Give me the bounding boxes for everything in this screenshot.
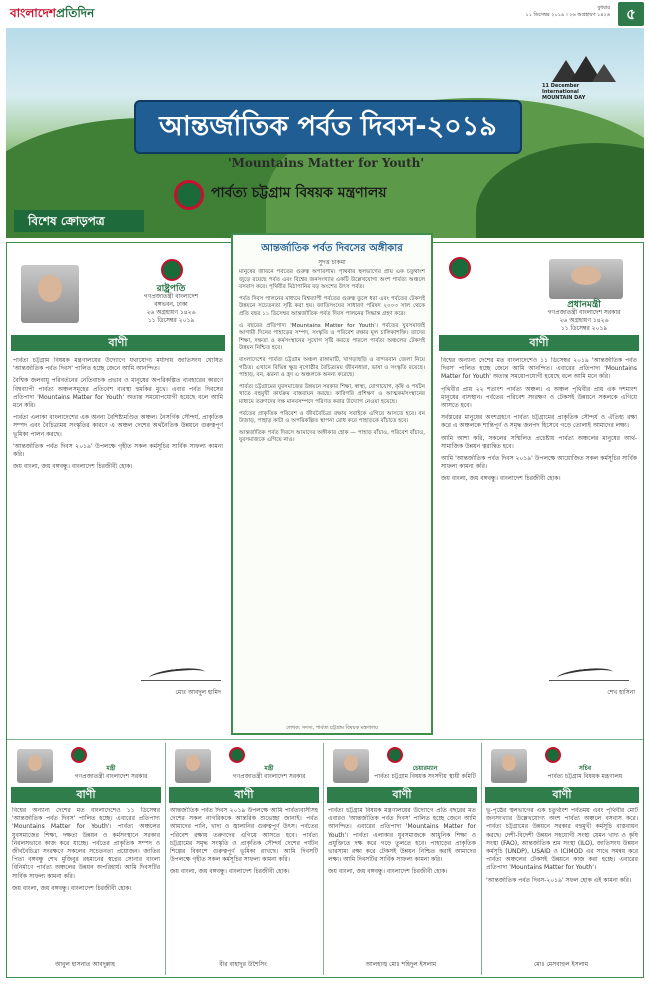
- emblem-icon: [161, 259, 183, 281]
- pm-role: প্রধানমন্ত্রী: [567, 300, 601, 310]
- pledge-footer: লেখক: সদস্য, পার্বত্য চট্টগ্রাম বিষয়ক মন্ত্রণালয়: [286, 725, 378, 731]
- dateline-day: বুধবার: [597, 5, 610, 11]
- minister-info: [219, 765, 319, 781]
- paragraph: মানুষের জীবনে পর্বতের গুরুত্ব অপরিসীম। পৃথিবীর স্থলভাগের প্রায় এক চতুর্থাংশ জুড়ে রয়েছে পর্বত এবং বিশ্বের জনসংখ্যার একটি উল্লেখযোগ্য অংশ পার্বত্য অঞ্চলে বসবাস করে। পৃথিবীর মিঠাপানির বড় অংশের উৎস পর্বত।: [239, 269, 425, 291]
- pm-org: গণপ্রজাতন্ত্রী বাংলাদেশ সরকার: [547, 309, 621, 316]
- imd-text: [542, 83, 632, 101]
- president-org: গণপ্রজাতন্ত্রী বাংলাদেশ: [143, 293, 199, 300]
- content-frame: [6, 242, 644, 978]
- pm-message-body: [441, 357, 637, 657]
- paragraph: বিশ্বের অন্যান্য দেশের মত বাংলাদেশেও ১১ ডিসেম্বর 'আন্তর্জাতিক পর্বত দিবস' পালিত হচ্ছে। এবারের প্রতিপাদ্য 'Mountains Matter for Youth'। পার্বত্য অঞ্চলের যুবসমাজের শিক্ষা, দক্ষতা উন্নয়ন ও কর্মসংস্থানে সরকার নিরলসভাবে কাজ করে যাচ্ছে। পর্বতের প্রাকৃতিক সম্পদ ও জীববৈচিত্র্য সংরক্ষণে সকলের সচেতনতা প্রয়োজন। জাতির পিতা বঙ্গবন্ধু শেখ মুজিবুর রহমানের স্বপ্নের সোনার বাংলা বিনির্মাণে পার্বত্য অঞ্চলের উন্নয়ন অপরিহার্য। আমি দিবসটির সার্বিক সাফল্য কামনা করি।: [12, 807, 160, 880]
- chairman-message-body: [328, 807, 476, 931]
- president-date-en: ১১ ডিসেম্বর ২০১৯: [147, 317, 195, 324]
- message-heading: বাণী: [11, 335, 225, 351]
- minister-role: মন্ত্রী: [106, 765, 116, 772]
- president-portrait: [21, 265, 79, 323]
- imd-line2: MOUNTAIN DAY: [542, 95, 586, 101]
- paragraph: বিশ্বের অন্যান্য দেশের মত বাংলাদেশেও ১১ ডিসেম্বর ২০১৯ 'আন্তর্জাতিক পর্বত দিবস' পালিত হচ্ছে জেনে আমি আনন্দিত। এবারের প্রতিপাদ্য 'Mountains Matter for Youth' অত্যন্ত সময়োপযোগী হয়েছে বলে আমি মনে করি।: [441, 357, 637, 381]
- pledge-body: [239, 269, 425, 723]
- emblem-icon: [449, 257, 471, 279]
- message-heading: বাণী: [11, 787, 161, 803]
- emblem-icon: [387, 747, 403, 763]
- paragraph: পৃথিবীর প্রায় ২২ শতাংশ পার্বত্য অঞ্চল। এ অঞ্চল পৃথিবীর প্রায় এক দশমাংশ মানুষের বাসস্থান। পর্বতের পরিবেশ সংরক্ষণ ও টেকসই উন্নয়নে সকলকে এগিয়ে আসতে হবে।: [441, 385, 637, 410]
- slogan: 'Mountains Matter for Youth': [227, 156, 425, 170]
- president-message-body: [13, 357, 223, 657]
- minister-message-1: [11, 745, 161, 973]
- pm-date-en: ১১ ডিসেম্বর ২০১৯: [560, 325, 608, 332]
- secretary-role: সচিব: [578, 765, 592, 772]
- paragraph: জয় বাংলা, জয় বঙ্গবন্ধু। বাংলাদেশ চিরজীবী হোক।: [13, 463, 133, 471]
- secretary-message: [485, 745, 639, 973]
- chairman-role: চেয়ারম্যান: [412, 765, 438, 772]
- minister-name: আবুল হাসনাত আবদুল্লাহ: [55, 961, 115, 968]
- signature-mark: [549, 667, 629, 681]
- dateline-date: ১১ ডিসেম্বর ২০১৯ । ২৬ অগ্রহায়ণ ১৪২৬: [525, 12, 610, 18]
- message-heading: বাণী: [439, 335, 639, 351]
- paragraph: পার্বত্য চট্টগ্রাম বিষয়ক মন্ত্রণালয়ের উদ্যোগে প্রতি বছরের মত এবারও 'আন্তর্জাতিক পর্বত দিবস' পালিত হচ্ছে জেনে আমি আনন্দিত। এবারের প্রতিপাদ্য 'Mountains Matter for Youth'। পার্বত্য এলাকার যুবসমাজকে আধুনিক শিক্ষা ও প্রযুক্তিতে দক্ষ করে গড়ে তুলতে হবে। পাহাড়ের প্রাকৃতিক ভারসাম্য রক্ষা করে টেকসই উন্নয়ন নিশ্চিত করাই আমাদের লক্ষ্য। আমি দিবসটির সার্বিক সাফল্য কামনা করি।: [328, 807, 476, 864]
- masthead: [0, 0, 650, 30]
- imd-line1: International: [542, 89, 579, 95]
- president-message: [11, 247, 225, 717]
- title-box: [134, 100, 522, 154]
- column-divider: [481, 743, 482, 975]
- minister-message-2: [169, 745, 319, 973]
- message-heading: বাণী: [169, 787, 319, 803]
- ministry-name: পার্বত্য চট্টগ্রাম বিষয়ক মন্ত্রণালয়: [211, 185, 387, 201]
- chairman-portrait: [333, 749, 369, 783]
- chairman-name: আলহাজ্ব মোঃ শহিদুল ইসলাম: [365, 961, 437, 968]
- president-info: [121, 285, 221, 325]
- chairman-message: [327, 745, 477, 973]
- minister-name: বীর বাহাদুর উশৈসিং: [219, 961, 267, 968]
- chairman-org: পার্বত্য চট্টগ্রাম বিষয়ক সংসদীয় স্থায়ী কমিটি: [374, 773, 476, 780]
- newspaper-brand: [10, 5, 94, 25]
- pm-info: [529, 301, 639, 333]
- paragraph: জয় বাংলা, জয় বঙ্গবন্ধু। বাংলাদেশ চিরজীবী হোক।: [328, 868, 448, 876]
- pm-message: [439, 247, 639, 717]
- paragraph: 'আন্তর্জাতিক পর্বত দিবস-২০১৯' সফল হোক এই কামনা করি।: [486, 876, 632, 884]
- pledge-title: আন্তর্জাতিক পর্বত দিবসের অঙ্গীকার: [261, 243, 403, 254]
- president-date-bn: ২৬ অগ্রহায়ণ ১৪২৬: [146, 309, 196, 316]
- minister-message-body: [12, 807, 160, 931]
- minister-role: মন্ত্রী: [264, 765, 274, 772]
- mountain-icon: [592, 64, 616, 82]
- pledge-author: সুদত্ত চাকমা: [318, 259, 346, 266]
- section-divider: [7, 739, 643, 740]
- president-role: রাষ্ট্রপতি: [156, 284, 186, 294]
- brand-part-a: বাংলাদেশ: [10, 6, 56, 20]
- minister-org: গণপ্রজাতন্ত্রী বাংলাদেশ সরকার: [74, 773, 148, 780]
- paragraph: আন্তর্জাতিক পর্বত দিবস ২০১৯ উপলক্ষে আমি পার্বত্যবাসীসহ দেশের সকল নাগরিককে আন্তরিক শুভেচ্ছা জানাই। পর্বত আমাদের পানি, খাদ্য ও জ্বালানির গুরুত্বপূর্ণ উৎস। পর্বতের পরিবেশ রক্ষায় তরুণদের এগিয়ে আসতে হবে। পার্বত্য চট্টগ্রামের সমৃদ্ধ সংস্কৃতি ও প্রাকৃতিক সৌন্দর্য দেশের পর্যটন শিল্পের বিকাশে গুরুত্বপূর্ণ ভূমিকা রাখছে। আমি দিবসটি উপলক্ষে গৃহীত সকল কর্মসূচির সাফল্য কামনা করি।: [170, 807, 318, 864]
- paragraph: পর্বত দিবস পালনের মাধ্যমে বিশ্বব্যাপী পর্বতের গুরুত্ব তুলে ধরা এবং পর্বতের টেকসই উন্নয়নে সচেতনতা সৃষ্টি করা হয়। জাতিসংঘের সাধারণ পরিষদ ২০০৩ সাল থেকে প্রতি বছর ১১ ডিসেম্বর আন্তর্জাতিক পর্বত দিবস পালনের সিদ্ধান্ত গ্রহণ করে।: [239, 295, 425, 317]
- paragraph: আন্তর্জাতিক পর্বত দিবসে আমাদের অঙ্গীকার হোক — পাহাড় বাঁচাও, পরিবেশ বাঁচাও, যুবসমাজকে এগিয়ে নাও।: [239, 429, 425, 444]
- paragraph: পার্বত্য চট্টগ্রাম বিষয়ক মন্ত্রণালয়ের উদ্যোগে যথাযোগ্য মর্যাদায় জাতিসংঘ ঘোষিত 'আন্তর্জাতিক পর্বত দিবস' পালিত হচ্ছে জেনে আমি আনন্দিত।: [13, 357, 223, 373]
- paragraph: সর্বস্তরের মানুষের অংশগ্রহণে পার্বত্য চট্টগ্রামের প্রাকৃতিক সৌন্দর্য ও ঐতিহ্য রক্ষা করে এ অঞ্চলকে শান্তিপূর্ণ ও সমৃদ্ধ জনপদ হিসেবে গড়ে তোলাই আমাদের লক্ষ্য।: [441, 414, 637, 430]
- pm-portrait: [549, 259, 623, 299]
- special-supplement-label: বিশেষ ক্রোড়পত্র: [14, 210, 144, 232]
- signature-mark: [141, 667, 221, 681]
- paragraph: বৈশ্বিক জলবায়ু পরিবর্তনের নেতিবাচক প্রভাব ও মানুষের অপরিকল্পিত ব্যবহারের কারণে বিশ্বব্যাপী পার্বত্য অঞ্চলসমূহের প্রতিবেশ ব্যবস্থা হুমকির মুখে। এবার পর্বত দিবসের প্রতিপাদ্য 'Mountains Matter for Youth' অত্যন্ত সময়োপযোগী হয়েছে বলে আমি মনে করি।: [13, 377, 223, 410]
- secretary-info: [533, 765, 637, 781]
- paragraph: বাংলাদেশের পার্বত্য চট্টগ্রাম অঞ্চল রাঙ্গামাটি, খাগড়াছড়ি ও বান্দরবান জেলা নিয়ে গঠিত। এখানে বিভিন্ন ক্ষুদ্র নৃগোষ্ঠীর বৈচিত্র্যময় জীবনধারা, ভাষা ও সংস্কৃতি রয়েছে। পাহাড়, বন, ঝরনা ও হ্রদ এ অঞ্চলকে অনন্য করেছে।: [239, 356, 425, 379]
- paragraph: এ বছরের প্রতিপাদ্য 'Mountains Matter for Youth'। পর্বতের যুবসমাজই আগামী দিনের পাহাড়ের সম্পদ, সংস্কৃতি ও পরিবেশ রক্ষার মূল চালিকাশক্তি। তাদের শিক্ষা, দক্ষতা ও কর্মসংস্থানের সুযোগ সৃষ্টি করতে পারলে পার্বত্য অঞ্চলের টেকসই উন্নয়ন নিশ্চিত হবে।: [239, 322, 425, 352]
- minister-message-body: [170, 807, 318, 931]
- emblem-icon: [545, 747, 561, 763]
- paragraph: জয় বাংলা, জয় বঙ্গবন্ধু। বাংলাদেশ চিরজীবী হোক।: [441, 475, 561, 483]
- paragraph: পার্বত্য এলাকা বাংলাদেশের এক অনন্য বৈশিষ্ট্যমণ্ডিত অঞ্চল। নৈসর্গিক সৌন্দর্য, প্রাকৃতিক সম্পদ এবং বৈচিত্র্যময় সংস্কৃতির কারণে এ অঞ্চল দেশের অর্থনৈতিক উন্নয়নে গুরুত্বপূর্ণ ভূমিকা পালন করছে।: [13, 414, 223, 438]
- international-mountain-day-logo: [542, 56, 632, 106]
- minister-portrait: [17, 749, 53, 783]
- pm-name: শেখ হাসিনা: [607, 689, 635, 696]
- paragraph: জয় বাংলা, জয় বঙ্গবন্ধু। বাংলাদেশ চিরজীবী হোক।: [170, 868, 290, 876]
- emblem-icon: [229, 747, 245, 763]
- message-heading: বাণী: [485, 787, 639, 803]
- paragraph: পার্বত্য চট্টগ্রামের যুবসমাজের উন্নয়নে সরকার শিক্ষা, স্বাস্থ্য, যোগাযোগ, কৃষি ও পর্যটন খাতে বহুমুখী কার্যক্রম বাস্তবায়ন করছে। কারিগরি প্রশিক্ষণ ও আত্মকর্মসংস্থানের মাধ্যমে তরুণদের দক্ষ মানবসম্পদে পরিণত করার উদ্যোগ নেওয়া হয়েছে।: [239, 383, 425, 405]
- imd-date: 11 December: [542, 83, 580, 89]
- minister-portrait: [175, 749, 211, 783]
- minister-org: গণপ্রজাতন্ত্রী বাংলাদেশ সরকার: [232, 773, 306, 780]
- pledge-article: [231, 233, 433, 735]
- column-divider: [323, 743, 324, 975]
- message-heading: বাণী: [327, 787, 477, 803]
- paragraph: 'আন্তর্জাতিক পর্বত দিবস ২০১৯' উপলক্ষে গৃহীত সকল কর্মসূচির সার্বিক সাফল্য কামনা করি।: [13, 442, 223, 459]
- paragraph: ভূ-পৃষ্ঠের স্থলভাগের এক চতুর্থাংশ পর্বতময় এবং পৃথিবীর মোট জনসংখ্যার উল্লেখযোগ্য অংশ পার্বত্য অঞ্চলে বসবাস করে। পার্বত্য চট্টগ্রামের উন্নয়নে সরকার বহুমুখী কর্মসূচি বাস্তবায়ন করছে। দেশী-বিদেশী উন্নয়ন সহযোগী সংস্থা যেমন খাদ্য ও কৃষি সংস্থা (FAO), আন্তর্জাতিক শ্রম সংস্থা (ILO), জাতিসংঘ উন্নয়ন কর্মসূচি (UNDP), USAID ও ICIMOD এর সাথে সমন্বয় করে পার্বত্য অঞ্চলের টেকসই উন্নয়নে কাজ করা হচ্ছে। এবারের প্রতিপাদ্য 'Mountains Matter for Youth'।: [486, 807, 638, 872]
- secretary-name: মোঃ মেসবাহুল ইসলাম: [533, 961, 589, 968]
- secretary-org: পার্বত্য চট্টগ্রাম বিষয়ক মন্ত্রণালয়: [547, 773, 623, 780]
- brand-part-b: প্রতিদিন: [55, 6, 95, 20]
- banner: [6, 28, 644, 238]
- government-emblem-icon: [174, 180, 204, 210]
- emblem-icon: [71, 747, 87, 763]
- page-number: ৫: [618, 2, 644, 26]
- dateline: [430, 5, 610, 19]
- president-place: বঙ্গভবন, ঢাকা: [154, 301, 188, 308]
- paragraph: জয় বাংলা, জয় বঙ্গবন্ধু। বাংলাদেশ চিরজীবী হোক।: [12, 884, 132, 892]
- column-divider: [165, 743, 166, 975]
- secretary-portrait: [491, 749, 527, 783]
- paragraph: আমি 'আন্তর্জাতিক পর্বত দিবস ২০১৯' উপলক্ষে আয়োজিত সকল কর্মসূচির সার্বিক সাফল্য কামনা করি।: [441, 455, 637, 471]
- president-name: মোঃ আবদুল হামিদ: [175, 689, 221, 696]
- paragraph: পর্বতের প্রাকৃতিক পরিবেশ ও জীববৈচিত্র্য রক্ষায় সবাইকে এগিয়ে আসতে হবে। বন উজাড়, পাহাড় কাটা ও অপরিকল্পিত স্থাপনা রোধ করে পাহাড়কে বাঁচাতে হবে।: [239, 410, 425, 425]
- minister-info: [61, 765, 161, 781]
- pm-date-bn: ২৬ অগ্রহায়ণ ১৪২৬: [559, 317, 609, 324]
- chairman-info: [373, 765, 477, 781]
- secretary-message-body: [486, 807, 638, 931]
- paragraph: আমি আশা করি, সকলের সম্মিলিত প্রচেষ্টায় পার্বত্য অঞ্চলের মানুষের আর্থ-সামাজিক উন্নয়ন ত্বরান্বিত হবে।: [441, 434, 637, 450]
- page-title: আন্তর্জাতিক পর্বত দিবস-২০১৯: [159, 111, 497, 142]
